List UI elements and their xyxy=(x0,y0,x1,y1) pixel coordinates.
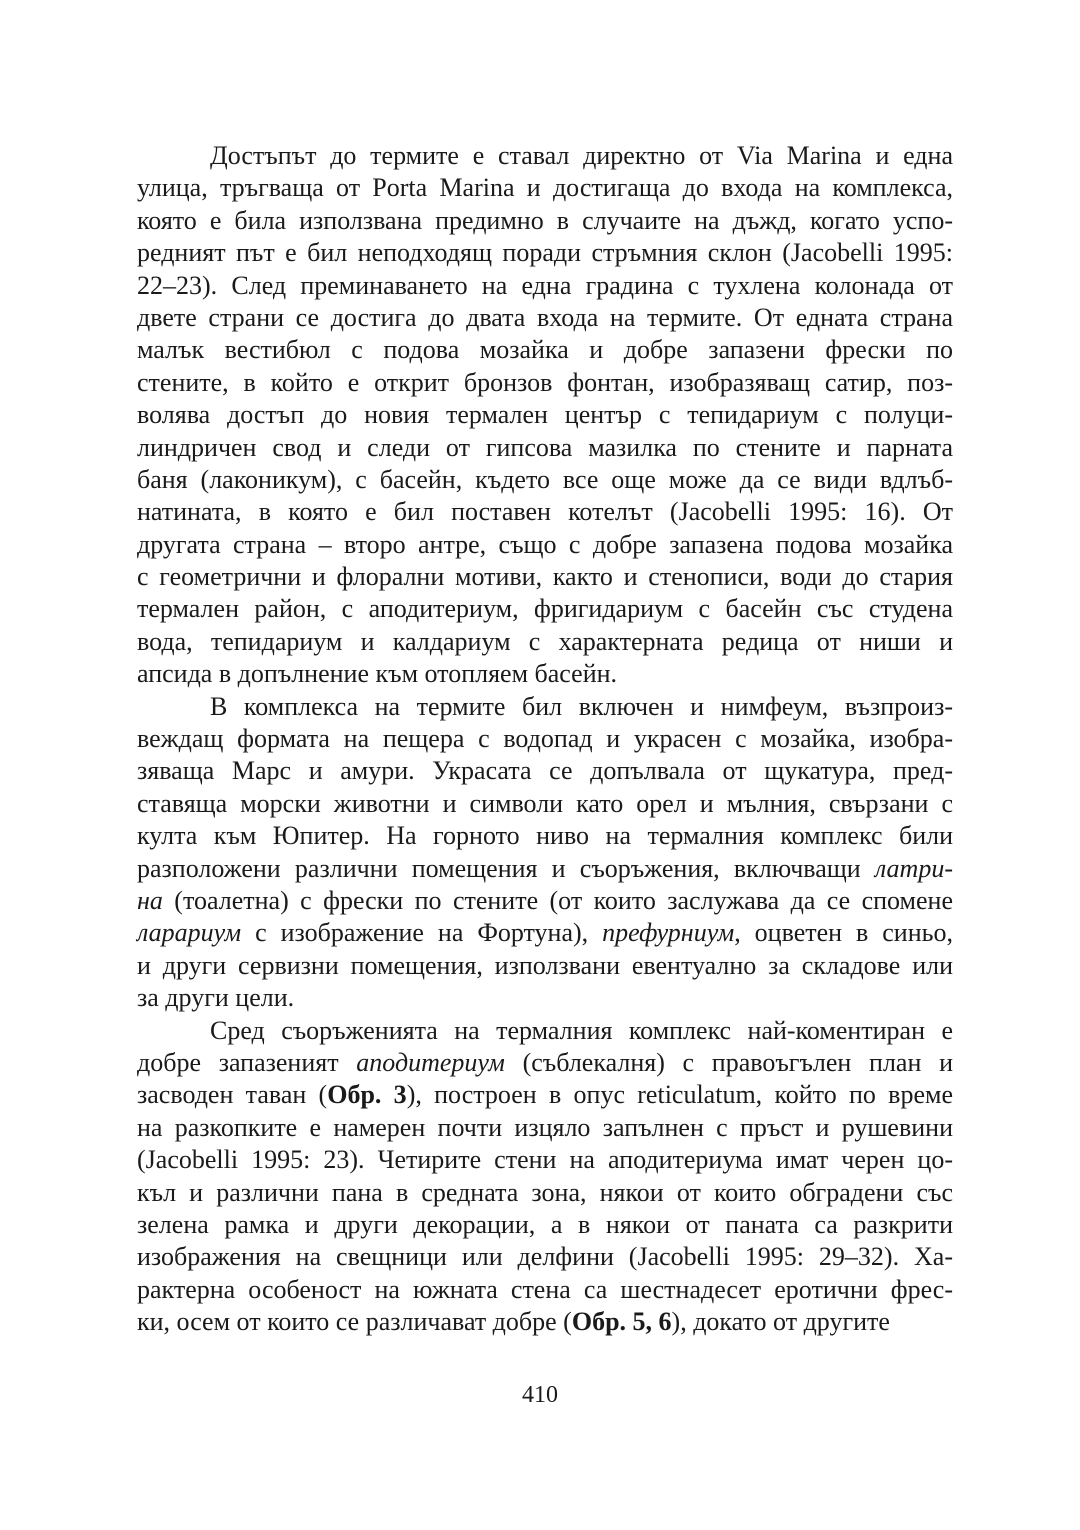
text-run: вода, тепидариум и калдариум с характерната редица от ниши и xyxy=(137,626,953,656)
text-line xyxy=(137,1274,953,1306)
text-run: малък вестибюл с подова мозайка и добре запазени фрески по xyxy=(137,335,953,365)
text-line xyxy=(137,367,953,399)
text-line xyxy=(137,529,953,561)
text-run: стените, в който е открит бронзов фонтан, изобразяващ сатир, поз- xyxy=(137,367,953,397)
text-run: ки, осем от които се различават добре ( xyxy=(137,1307,572,1337)
text-line xyxy=(137,1079,953,1111)
text-run: Достъпът до термите е ставал директно от Via Marina и една xyxy=(210,141,953,170)
text-line xyxy=(137,1112,953,1144)
text-line xyxy=(137,464,953,496)
text-line xyxy=(137,853,953,885)
text-line xyxy=(137,1241,953,1273)
text-line xyxy=(137,691,953,723)
text-line xyxy=(137,950,953,982)
paragraph xyxy=(137,691,953,1015)
text-line xyxy=(137,917,953,949)
text-line xyxy=(137,205,953,237)
text-line xyxy=(137,1209,953,1241)
text-line xyxy=(137,1306,953,1338)
text-run: волява достъп до новия термален център с тепидариум с полуци- xyxy=(137,400,953,430)
text-line xyxy=(137,723,953,755)
text-run: ), построен в опус reticulatum, който по време xyxy=(406,1080,953,1110)
text-line xyxy=(137,172,953,204)
text-line xyxy=(137,334,953,366)
text-run: другата страна – второ антре, също с добре запазена подова мозайка xyxy=(137,529,953,559)
text-run: изображения на свещници или делфини (Jacobelli 1995: 29–32). Ха- xyxy=(137,1242,953,1272)
text-line xyxy=(137,982,953,1014)
text-line xyxy=(137,885,953,917)
text-line xyxy=(137,1015,953,1047)
text-run: засводен таван ( xyxy=(137,1080,328,1110)
text-line xyxy=(137,593,953,625)
text-run: култа към Юпитер. На горното ниво на термалния комплекс били xyxy=(137,821,953,851)
text-run: рактерна особеност на южната стена са шестнадесет еротични фрес- xyxy=(137,1274,953,1304)
text-line xyxy=(137,237,953,269)
italic-term: ларариум xyxy=(137,918,242,948)
text-run: зяваща Марс и амури. Украсата се допълвала от щукатура, пред- xyxy=(137,756,953,786)
text-run: термален район, с аподитериум, фригидариум с басейн със студена xyxy=(137,594,953,624)
page-number: 410 xyxy=(522,1382,558,1408)
text-run: редният път е бил неподходящ поради стръмния склон (Jacobelli 1995: xyxy=(137,238,953,268)
text-run: която е била използвана предимно в случаите на дъжд, когато успо- xyxy=(137,205,953,235)
text-run: с изображение на Фортуна), xyxy=(241,918,603,948)
figure-reference: Обр. 5, 6 xyxy=(571,1307,672,1337)
italic-term: латри- xyxy=(874,853,953,883)
text-line xyxy=(137,432,953,464)
text-run: веждащ формата на пещера с водопад и украсен с мозайка, изобра- xyxy=(137,724,953,754)
text-run: 22–23). След преминаването на една градина с тухлена колонада от xyxy=(137,270,953,300)
page-body-text xyxy=(137,140,953,1338)
text-run: двете страни се достига до двата входа на термите. От едната страна xyxy=(137,302,953,332)
text-run: ), докато от другите xyxy=(671,1307,890,1337)
text-run: , оцветен в синьо, xyxy=(734,918,953,948)
text-run: на разкопките е намерен почти изцяло запълнен с пръст и рушевини xyxy=(137,1112,953,1142)
text-run: (съблекалня) с правоъгълен план и xyxy=(504,1047,953,1077)
paragraph xyxy=(137,1015,953,1339)
text-run: с геометрични и флорални мотиви, както и стенописи, води до стария xyxy=(137,562,953,592)
text-run: улица, тръгваща от Porta Marina и достигаща до входа на комплекса, xyxy=(137,173,953,203)
text-run: баня (лаконикум), с басейн, където все още може да се види вдлъб- xyxy=(137,464,953,494)
figure-reference: Обр. 3 xyxy=(327,1080,407,1110)
text-line xyxy=(137,561,953,593)
paragraph xyxy=(137,140,953,691)
text-line xyxy=(137,658,953,690)
text-line xyxy=(137,755,953,787)
text-run: апсида в допълнение към отопляем басейн. xyxy=(137,659,618,689)
italic-term: на xyxy=(137,885,163,915)
text-line xyxy=(137,820,953,852)
text-line xyxy=(137,302,953,334)
text-run: за други цели. xyxy=(137,983,295,1013)
italic-term: префурниум xyxy=(602,918,735,948)
text-run: (тоалетна) с фрески по стените (от които заслужава да се спомене xyxy=(162,885,953,915)
text-run: натината, в която е бил поставен котелът (Jacobelli 1995: 16). От xyxy=(137,497,953,527)
text-run: зелена рамка и други декорации, а в някои от паната са разкрити xyxy=(137,1209,953,1239)
text-run: добре запазеният xyxy=(137,1047,357,1077)
text-line xyxy=(137,626,953,658)
text-run: линдричен свод и следи от гипсова мазилка по стените и парната xyxy=(137,432,953,462)
text-line xyxy=(137,399,953,431)
text-run: разположени различни помещения и съоръжения, включващи xyxy=(137,853,875,883)
text-line xyxy=(137,1177,953,1209)
text-run: и други сервизни помещения, използвани евентуално за складове или xyxy=(137,950,953,980)
text-run: ставяща морски животни и символи като орел и мълния, свързани с xyxy=(137,788,953,818)
italic-term: аподитериум xyxy=(356,1047,505,1077)
text-line xyxy=(137,788,953,820)
text-line xyxy=(137,140,953,172)
text-run: В комплекса на термите бил включен и нимфеум, възпроиз- xyxy=(210,691,953,721)
text-run: Сред съоръженията на термалния комплекс най-коментиран е xyxy=(210,1015,953,1045)
text-line xyxy=(137,496,953,528)
text-line xyxy=(137,1047,953,1079)
text-line xyxy=(137,1144,953,1176)
text-run: къл и различни пана в средната зона, някои от които обградени със xyxy=(137,1177,953,1207)
text-line xyxy=(137,270,953,302)
text-run: (Jacobelli 1995: 23). Четирите стени на аподитериума имат черен цо- xyxy=(137,1145,953,1175)
